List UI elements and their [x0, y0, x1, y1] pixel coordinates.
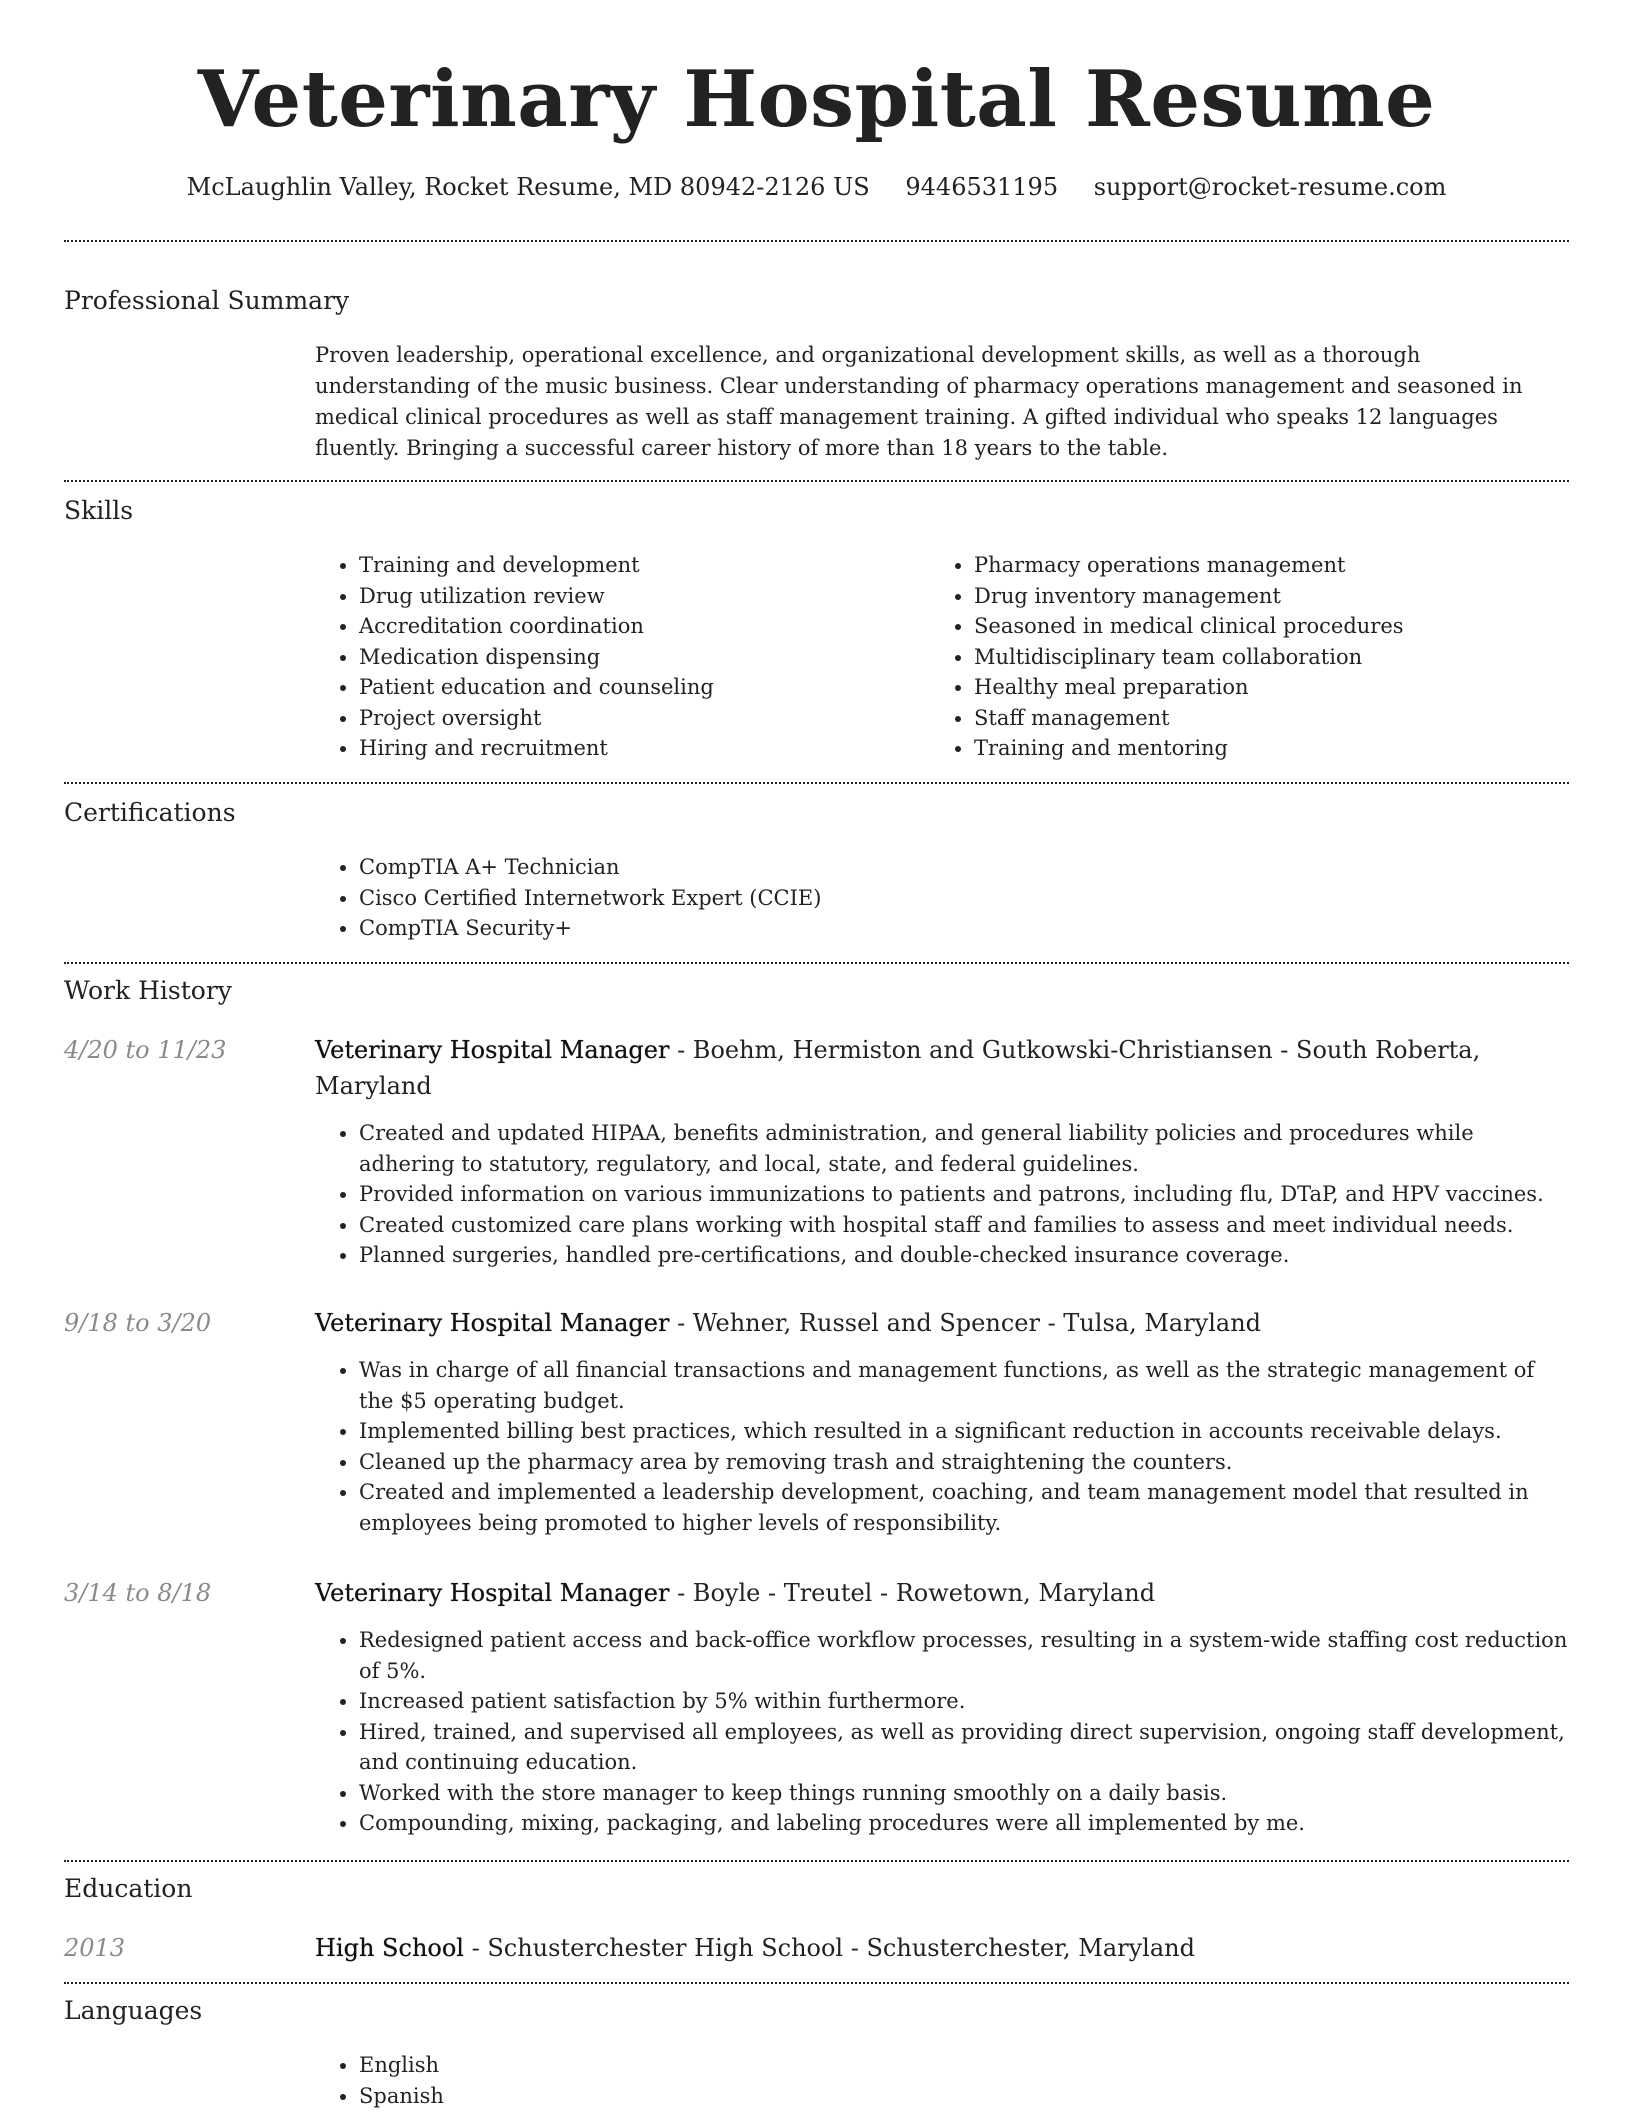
languages-heading: Languages — [64, 1996, 203, 2025]
certifications-list — [315, 852, 1569, 944]
job-employer: - Boehm, Hermiston and Gutkowski-Christiansen - South Roberta, Maryland — [315, 1036, 1481, 1100]
list-item: • Hiring and recruitment — [359, 733, 930, 764]
contact-phone: 9446531195 — [905, 173, 1059, 201]
list-item: • CompTIA Security+ — [359, 913, 1569, 944]
certifications-section — [315, 852, 1569, 944]
list-item: • Redesigned patient access and back-office workflow processes, resulting in a system-wide staffing cost reduction of 5%. — [359, 1625, 1569, 1686]
languages-section — [315, 2050, 1569, 2111]
education-title — [315, 1930, 1569, 1966]
divider — [64, 782, 1569, 784]
divider — [64, 480, 1569, 482]
job-bullets — [315, 1355, 1569, 1538]
list-item: • Training and mentoring — [974, 733, 1545, 764]
list-item: • Planned surgeries, handled pre-certifications, and double-checked insurance coverage. — [359, 1240, 1569, 1271]
education-school: - Schusterchester High School - Schusterchester, Maryland — [463, 1934, 1195, 1962]
list-item: • Created and implemented a leadership development, coaching, and team management model that resulted in employees being promoted to higher levels of responsibility. — [359, 1477, 1569, 1538]
job-employer: - Wehner, Russel and Spencer - Tulsa, Maryland — [669, 1309, 1262, 1337]
divider — [64, 962, 1569, 964]
summary-heading: Professional Summary — [64, 286, 350, 315]
list-item: • Cleaned up the pharmacy area by removing trash and straightening the counters. — [359, 1447, 1569, 1478]
job-entry — [315, 1305, 1569, 1538]
job-bullets — [315, 1625, 1569, 1839]
job-entry — [315, 1032, 1569, 1271]
list-item: • English — [359, 2050, 1569, 2081]
certifications-heading: Certifications — [64, 798, 236, 827]
list-item: • Spanish — [359, 2081, 1569, 2112]
list-item: • Project oversight — [359, 703, 930, 734]
divider — [64, 240, 1569, 242]
list-item: • Implemented billing best practices, which resulted in a significant reduction in accounts receivable delays. — [359, 1416, 1569, 1447]
job-title — [315, 1305, 1569, 1341]
list-item: • Increased patient satisfaction by 5% within furthermore. — [359, 1686, 1569, 1717]
job-title — [315, 1575, 1569, 1611]
skills-list-right — [930, 550, 1545, 764]
list-item: • Created and updated HIPAA, benefits administration, and general liability policies and procedures while adhering to statutory, regulatory, and local, state, and federal guidelines. — [359, 1118, 1569, 1179]
resume-page — [64, 0, 1569, 2112]
list-item: • Multidisciplinary team collaboration — [974, 642, 1545, 673]
list-item: • Drug utilization review — [359, 581, 930, 612]
list-item: • Accreditation coordination — [359, 611, 930, 642]
list-item: • Pharmacy operations management — [974, 550, 1545, 581]
list-item: • Healthy meal preparation — [974, 672, 1545, 703]
education-degree: High School — [315, 1934, 464, 1962]
list-item: • Was in charge of all financial transactions and management functions, as well as the strategic management of the $5 operating budget. — [359, 1355, 1569, 1416]
education-year: 2013 — [64, 1934, 126, 1962]
job-employer: - Boyle - Treutel - Rowetown, Maryland — [669, 1579, 1156, 1607]
education-heading: Education — [64, 1874, 193, 1903]
list-item: • Compounding, mixing, packaging, and labeling procedures were all implemented by me. — [359, 1808, 1569, 1839]
list-item: • Drug inventory management — [974, 581, 1545, 612]
list-item: • Cisco Certified Internetwork Expert (CCIE) — [359, 883, 1569, 914]
skills-list-left — [315, 550, 930, 764]
job-title — [315, 1032, 1569, 1104]
job-dates: 4/20 to 11/23 — [64, 1036, 227, 1064]
list-item: • Created customized care plans working with hospital staff and families to assess and meet individual needs. — [359, 1210, 1569, 1241]
list-item: • Provided information on various immunizations to patients and patrons, including flu, DTaP, and HPV vaccines. — [359, 1179, 1569, 1210]
contact-line — [64, 170, 1569, 204]
languages-list — [315, 2050, 1569, 2111]
skills-section — [315, 550, 1569, 764]
list-item: • CompTIA A+ Technician — [359, 852, 1569, 883]
list-item: • Seasoned in medical clinical procedures — [974, 611, 1545, 642]
summary-section — [315, 340, 1569, 464]
education-entry — [315, 1930, 1569, 1966]
job-entry — [315, 1575, 1569, 1839]
job-dates: 9/18 to 3/20 — [64, 1309, 212, 1337]
resume-title: Veterinary Hospital Resume — [197, 54, 1436, 145]
list-item: • Hired, trained, and supervised all employees, as well as providing direct supervision, ongoing staff development, and continuing education. — [359, 1717, 1569, 1778]
list-item: • Patient education and counseling — [359, 672, 930, 703]
list-item: • Medication dispensing — [359, 642, 930, 673]
job-role: Veterinary Hospital Manager — [315, 1036, 670, 1064]
skills-heading: Skills — [64, 496, 134, 525]
job-role: Veterinary Hospital Manager — [315, 1309, 670, 1337]
divider — [64, 1982, 1569, 1984]
job-bullets — [315, 1118, 1569, 1271]
list-item: • Worked with the store manager to keep things running smoothly on a daily basis. — [359, 1778, 1569, 1809]
list-item: • Staff management — [974, 703, 1545, 734]
summary-text: Proven leadership, operational excellence, and organizational development skills, as well as a thorough understanding of the music business. Clear understanding of pharmacy operations management and seasoned in medical clinical procedures as well as staff management training. A gifted individual who speaks 12 languages fluently. Bringing a successful career history of more than 18 years to the table. — [315, 343, 1523, 460]
contact-email: support@rocket-resume.com — [1093, 173, 1447, 201]
list-item: • Training and development — [359, 550, 930, 581]
job-dates: 3/14 to 8/18 — [64, 1579, 212, 1607]
contact-address: McLaughlin Valley, Rocket Resume, MD 80942-2126 US — [186, 173, 870, 201]
work-heading: Work History — [64, 976, 232, 1005]
divider — [64, 1860, 1569, 1862]
job-role: Veterinary Hospital Manager — [315, 1579, 670, 1607]
